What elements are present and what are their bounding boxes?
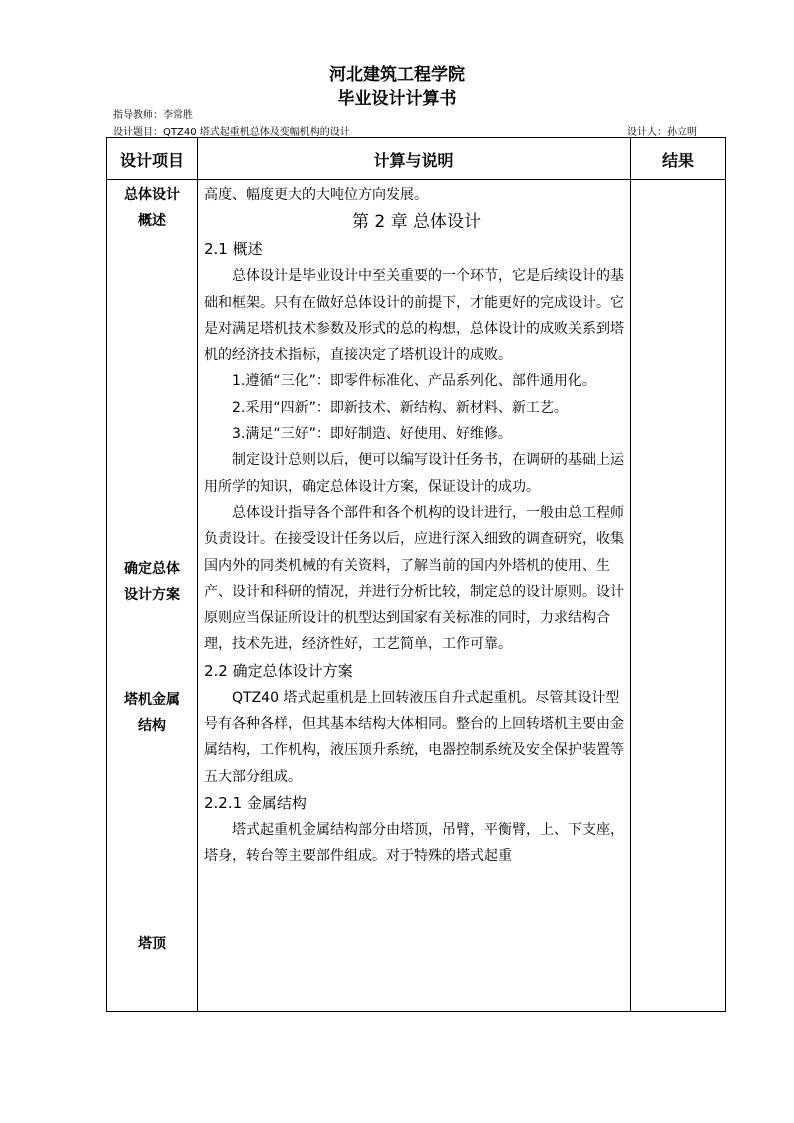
item-label-line: 结构 (138, 718, 166, 734)
item-label-line: 确定总体 (124, 561, 180, 577)
column-header-item: 设计项目 (119, 151, 184, 170)
column-divider (197, 138, 198, 1011)
paragraph: 塔式起重机金属结构部分由塔顶，吊臂，平衡臂，上、下支座，塔身，转台等主要部件组成。对于特殊的塔式起重 (204, 821, 624, 865)
paragraph: 总体设计是毕业设计中至关重要的一个环节，它是后续设计的基础和框架。只有在做好总体设计的前提下，才能更好的完成设计。它是对满足塔机技术参数及形式的总的构想，总体设计的成败关系到塔机的经济技术指标，直接决定了塔机设计的成败。 (204, 268, 624, 364)
column-header-calc: 计算与说明 (373, 151, 454, 170)
designer-line: 设计人：孙立明 (627, 127, 697, 138)
column-header-result: 结果 (661, 151, 694, 170)
item-label-line: 塔机金属 (124, 692, 180, 708)
lead-text: 高度、幅度更大的大吨位方向发展。 (204, 187, 428, 203)
design-topic-line: 设计题目：QTZ40 塔式起重机总体及变幅机构的设计 (113, 127, 350, 138)
item-label-metal-structure (107, 687, 197, 739)
section-heading-2-2-1: 2.2.1 金属结构 (204, 793, 307, 812)
item-label-overview (107, 182, 197, 234)
column-divider (630, 138, 631, 1011)
list-item: 3.满足“三好”：即好制造、好使用、好维修。 (232, 426, 512, 443)
calculation-content (204, 182, 629, 870)
item-label-line: 概述 (138, 213, 166, 229)
school-name: 河北建筑工程学院 (329, 65, 465, 85)
document-title: 毕业设计计算书 (337, 89, 457, 109)
item-label-line: 总体设计 (124, 187, 180, 203)
item-label-line: 塔顶 (138, 936, 166, 952)
header-divider (107, 179, 725, 180)
item-label-line: 设计方案 (124, 587, 180, 603)
item-label-tower-top (107, 931, 197, 957)
list-item: 1.遵循“三化”：即零件标准化、产品系列化、部件通用化。 (232, 373, 596, 390)
section-heading-2-1: 2.1 概述 (204, 240, 263, 259)
advisor-line: 指导教师：李常胜 (113, 110, 193, 121)
section-heading-2-2: 2.2 确定总体设计方案 (204, 661, 353, 680)
paragraph: 总体设计指导各个部件和各个机构的设计进行，一般由总工程师负责设计。在接受设计任务以后，应进行深入细致的调查研究，收集国内外的同类机械的有关资料，了解当前的国内外塔机的使用、生产、设计和科研的情况，并进行分析比较，制定总的设计原则。设计原则应当保证所设计的机型达到国家有关标准的同时，力求结构合理，技术先进，经济性好，工艺简单，工作可靠。 (204, 504, 624, 653)
item-label-scheme (107, 556, 197, 608)
list-item: 2.采用“四新”：即新技术、新结构、新材料、新工艺。 (232, 399, 568, 416)
paragraph: QTZ40 塔式起重机是上回转液压自升式起重机。尽管其设计型号有各种各样，但其基本结构大体相同。整台的上回转塔机主要由金属结构，工作机构，液压顶升系统，电器控制系统及安全保护装置等五大部分组成。 (204, 689, 624, 785)
chapter-heading: 第 2 章 总体设计 (351, 212, 482, 233)
calculation-table (106, 137, 726, 1012)
paragraph: 制定设计总则以后，便可以编写设计任务书，在调研的基础上运用所学的知识，确定总体设计方案，保证设计的成功。 (204, 452, 624, 495)
